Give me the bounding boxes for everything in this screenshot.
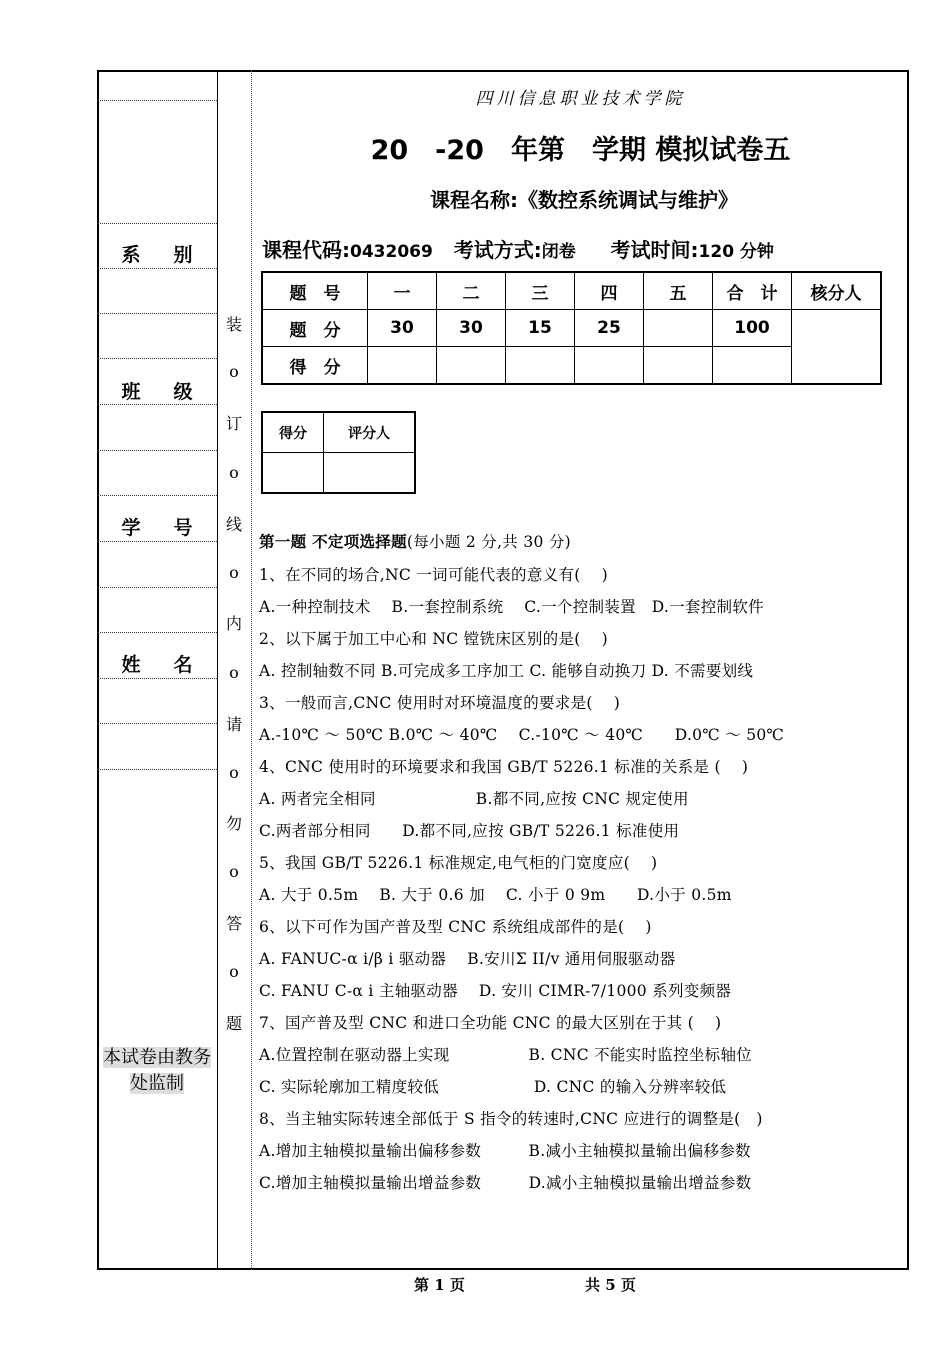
option-line: A. 两者完全相同 B.都不同,应按 CNC 规定使用 <box>259 790 689 808</box>
points-row-label: 题 分 <box>262 310 368 347</box>
section-note: (每小题 2 分,共 30 分) <box>406 533 572 551</box>
exam-time: 120 分钟 <box>698 242 774 262</box>
seal-char: 线 <box>225 515 242 534</box>
score-table-points-row <box>262 310 881 347</box>
sidebar-rule <box>97 313 217 314</box>
seal-char: 题 <box>225 1014 242 1033</box>
option-line: A. 大于 0.5m B. 大于 0.6 加 C. 小于 0 9m D.小于 0.5m <box>259 886 732 904</box>
exam-mode-label: 考试方式: <box>453 238 542 262</box>
score-table-header: 核分人 <box>792 272 882 310</box>
score-table-header: 合 计 <box>713 272 792 310</box>
option-line: A.一种控制技术 B.一套控制系统 C.一个控制装置 D.一套控制软件 <box>259 598 764 616</box>
sidebar-rule <box>97 769 217 770</box>
course-code: 0432069 <box>350 242 433 262</box>
seal-char: o <box>229 663 239 682</box>
score-table-header: 题 号 <box>262 272 368 310</box>
question-line: 3、一般而言,CNC 使用时对环境温度的要求是( ) <box>259 694 621 712</box>
question-line: 7、国产普及型 CNC 和进口全功能 CNC 的最大区别在于其 ( ) <box>259 1014 722 1032</box>
points-cell: 30 <box>437 310 506 347</box>
option-line: A. FANUC-α i/β i 驱动器 B.安川Σ II/v 通用伺服驱动器 <box>259 950 676 968</box>
sidebar-rule <box>97 723 217 724</box>
seal-char: o <box>229 862 239 881</box>
grader-name-label: 评分人 <box>324 412 416 453</box>
question-line: 4、CNC 使用时的环境要求和我国 GB/T 5226.1 标准的关系是 ( ) <box>259 758 749 776</box>
points-cell: 15 <box>506 310 575 347</box>
score-cell[interactable] <box>368 347 437 385</box>
points-cell <box>644 310 713 347</box>
seal-char: o <box>229 763 239 782</box>
points-cell: 25 <box>575 310 644 347</box>
grader-box <box>261 411 416 494</box>
option-line: C. FANU C-α i 主轴驱动器 D. 安川 CIMR-7/1000 系列变频器 <box>259 982 732 1000</box>
checker-cell[interactable] <box>792 310 882 385</box>
score-table-header: 三 <box>506 272 575 310</box>
sidebar-rule <box>97 450 217 451</box>
seal-char: 请 <box>225 715 242 734</box>
sidebar-rule <box>97 268 217 269</box>
seal-char: 内 <box>225 614 242 633</box>
question-line: 6、以下可作为国产普及型 CNC 系统组成部件的是( ) <box>259 918 652 936</box>
exam-time-label: 考试时间: <box>610 238 699 262</box>
points-cell: 100 <box>713 310 792 347</box>
seal-line <box>251 70 252 1270</box>
page-total: 共 5 页 <box>585 1276 636 1294</box>
school-name: 四川信息职业技术学院 <box>475 89 686 109</box>
score-cell[interactable] <box>575 347 644 385</box>
sidebar-rule <box>97 358 217 359</box>
sidebar-rule <box>97 495 217 496</box>
student-id-label: 学 号 <box>121 517 193 539</box>
sidebar-rule <box>97 678 217 679</box>
grader-score-label: 得分 <box>262 412 324 453</box>
course-code-label: 课程代码: <box>262 238 350 262</box>
page-number: 第 1 页 <box>414 1276 465 1294</box>
sidebar-rule <box>97 632 217 633</box>
sidebar-rule <box>97 223 217 224</box>
supervision-note: 本试卷由教务处监制 <box>103 1047 211 1094</box>
question-line: 5、我国 GB/T 5226.1 标准规定,电气柜的门宽度应( ) <box>259 854 658 872</box>
option-line: C.两者部分相同 D.都不同,应按 GB/T 5226.1 标准使用 <box>259 822 680 840</box>
seal-char: o <box>229 962 239 981</box>
exam-title: 20 -20 年第 学期 模拟试卷五 <box>370 135 791 166</box>
seal-char: o <box>229 362 239 381</box>
exam-mode: 闭卷 <box>541 242 576 262</box>
option-line: A.增加主轴模拟量输出偏移参数 B.减小主轴模拟量输出偏移参数 <box>259 1142 751 1160</box>
score-cell[interactable] <box>437 347 506 385</box>
course-name: 课程名称:《数控系统调试与维护》 <box>430 188 738 212</box>
name-label: 姓 名 <box>121 654 193 676</box>
score-table-header: 四 <box>575 272 644 310</box>
score-row-label: 得 分 <box>262 347 368 385</box>
option-line: A.-10℃ ～ 50℃ B.0℃ ～ 40℃ C.-10℃ ～ 40℃ D.0℃ ～ 50℃ <box>259 726 785 744</box>
score-cell[interactable] <box>713 347 792 385</box>
score-table-score-row <box>262 347 881 385</box>
seal-char: o <box>229 463 239 482</box>
score-cell[interactable] <box>644 347 713 385</box>
score-table <box>261 271 882 385</box>
sidebar-rule <box>97 587 217 588</box>
department-label: 系 别 <box>121 244 193 266</box>
score-cell[interactable] <box>506 347 575 385</box>
sidebar-rule <box>97 100 217 101</box>
grader-score-cell[interactable] <box>262 453 324 494</box>
question-line: 2、以下属于加工中心和 NC 镗铣床区别的是( ) <box>259 630 608 648</box>
seal-char: o <box>229 563 239 582</box>
question-line: 8、当主轴实际转速全部低于 S 指令的转速时,CNC 应进行的调整是( ) <box>259 1110 763 1128</box>
section-heading <box>259 530 571 552</box>
points-cell: 30 <box>368 310 437 347</box>
grader-name-cell[interactable] <box>324 453 416 494</box>
score-table-header: 五 <box>644 272 713 310</box>
option-line: A. 控制轴数不同 B.可完成多工序加工 C. 能够自动换刀 D. 不需要划线 <box>259 662 754 680</box>
class-label: 班 级 <box>121 381 193 403</box>
section-title: 第一题 不定项选择题 <box>259 533 407 551</box>
seal-char: 装 <box>225 315 242 334</box>
option-line: C. 实际轮廓加工精度较低 D. CNC 的输入分辨率较低 <box>259 1078 727 1096</box>
seal-char: 答 <box>225 914 242 933</box>
sidebar-rule <box>97 541 217 542</box>
seal-char: 勿 <box>225 814 242 833</box>
score-table-header: 二 <box>437 272 506 310</box>
option-line: C.增加主轴模拟量输出增益参数 D.减小主轴模拟量输出增益参数 <box>259 1174 752 1192</box>
question-line: 1、在不同的场合,NC 一词可能代表的意义有( ) <box>259 566 608 584</box>
sidebar-rule <box>97 404 217 405</box>
score-table-header: 一 <box>368 272 437 310</box>
score-table-header-row <box>262 272 881 310</box>
seal-char: 订 <box>225 414 242 433</box>
option-line: A.位置控制在驱动器上实现 B. CNC 不能实时监控坐标轴位 <box>259 1046 753 1064</box>
exam-info <box>262 234 774 263</box>
